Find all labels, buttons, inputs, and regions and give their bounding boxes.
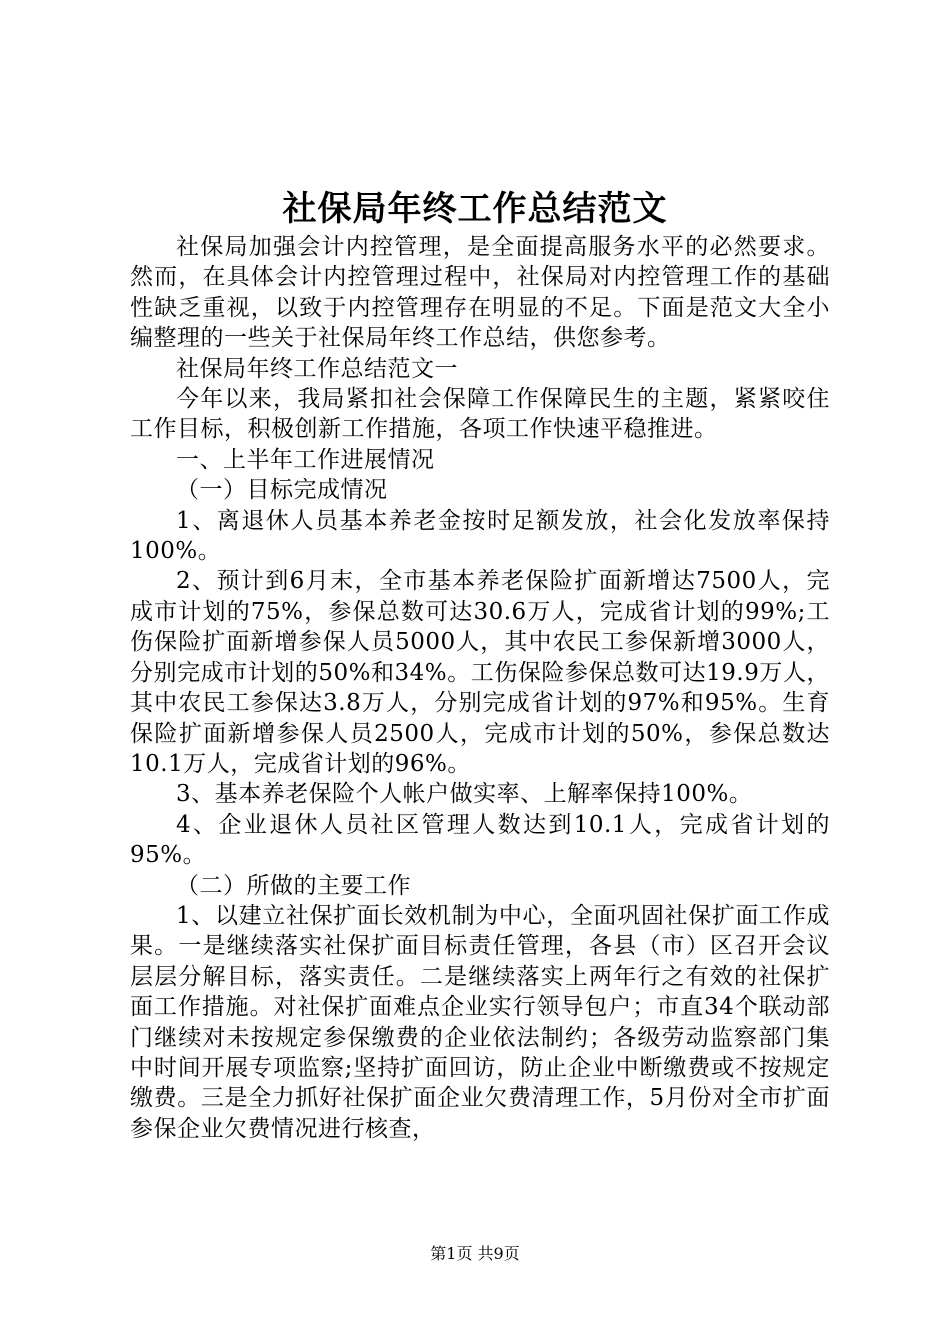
paragraph-item-3: 3、基本养老保险个人帐户做实率、上解率保持100%。 [176, 781, 753, 808]
document-title: 社保局年终工作总结范文 [282, 189, 668, 229]
paragraph-overview: 今年以来，我局紧扣社会保障工作保障民生的主题，紧紧咬住工作目标，积极创新工作措施，各项工作快速平稳推进。 [130, 386, 830, 443]
document-body [130, 232, 830, 1144]
paragraph-intro: 社保局加强会计内控管理，是全面提高服务水平的必然要求。然而，在具体会计内控管理过程中，社保局对内控管理工作的基础性缺乏重视，以致于内控管理存在明显的不足。下面是范文大全小编整理的一些关于社保局年终工作总结，供您参考。 [130, 234, 830, 352]
paragraph-item-4: 4、企业退休人员社区管理人数达到10.1人，完成省计划的95%。 [130, 811, 830, 869]
section-heading-first-half: 一、上半年工作进展情况 [176, 446, 435, 473]
page-footer: 第1页 共9页 [430, 1244, 520, 1263]
subsection-heading-targets: （一）目标完成情况 [176, 477, 388, 504]
paragraph-work-item-1: 1、以建立社保扩面长效机制为中心，全面巩固社保扩面工作成果。一是继续落实社保扩面目标责任管理，各县（市）区召开会议层层分解目标，落实责任。二是继续落实上两年行之有效的社保扩面工作措施。对社保扩面难点企业实行领导包户；市直34个联动部门继续对未按规定参保缴费的企业依法制约；各级劳动监察部门集中时间开展专项监察;坚持扩面回访，防止企业中断缴费或不按规定缴费。三是全力抓好社保扩面企业欠费清理工作，5月份对全市扩面参保企业欠费情况进行核查， [130, 902, 830, 1142]
paragraph-item-1: 1、离退休人员基本养老金按时足额发放，社会化发放率保持100%。 [130, 507, 830, 565]
paragraph-item-2: 2、预计到6月末，全市基本养老保险扩面新增达7500人，完成市计划的75%，参保总数可达30.6万人，完成省计划的99%;工伤保险扩面新增参保人员5000人，其中农民工参保新增3000人，分别完成市计划的50%和34%。工伤保险参保总数可达19.9万人，其中农民工参保达3.8万人，分别完成省计划的97%和95%。生育保险扩面新增参保人员2500人，完成市计划的50%，参保总数达10.1万人，完成省计划的96%。 [130, 568, 830, 777]
paragraph-heading-sample-one: 社保局年终工作总结范文一 [176, 355, 458, 382]
subsection-heading-main-work: （二）所做的主要工作 [176, 872, 411, 899]
